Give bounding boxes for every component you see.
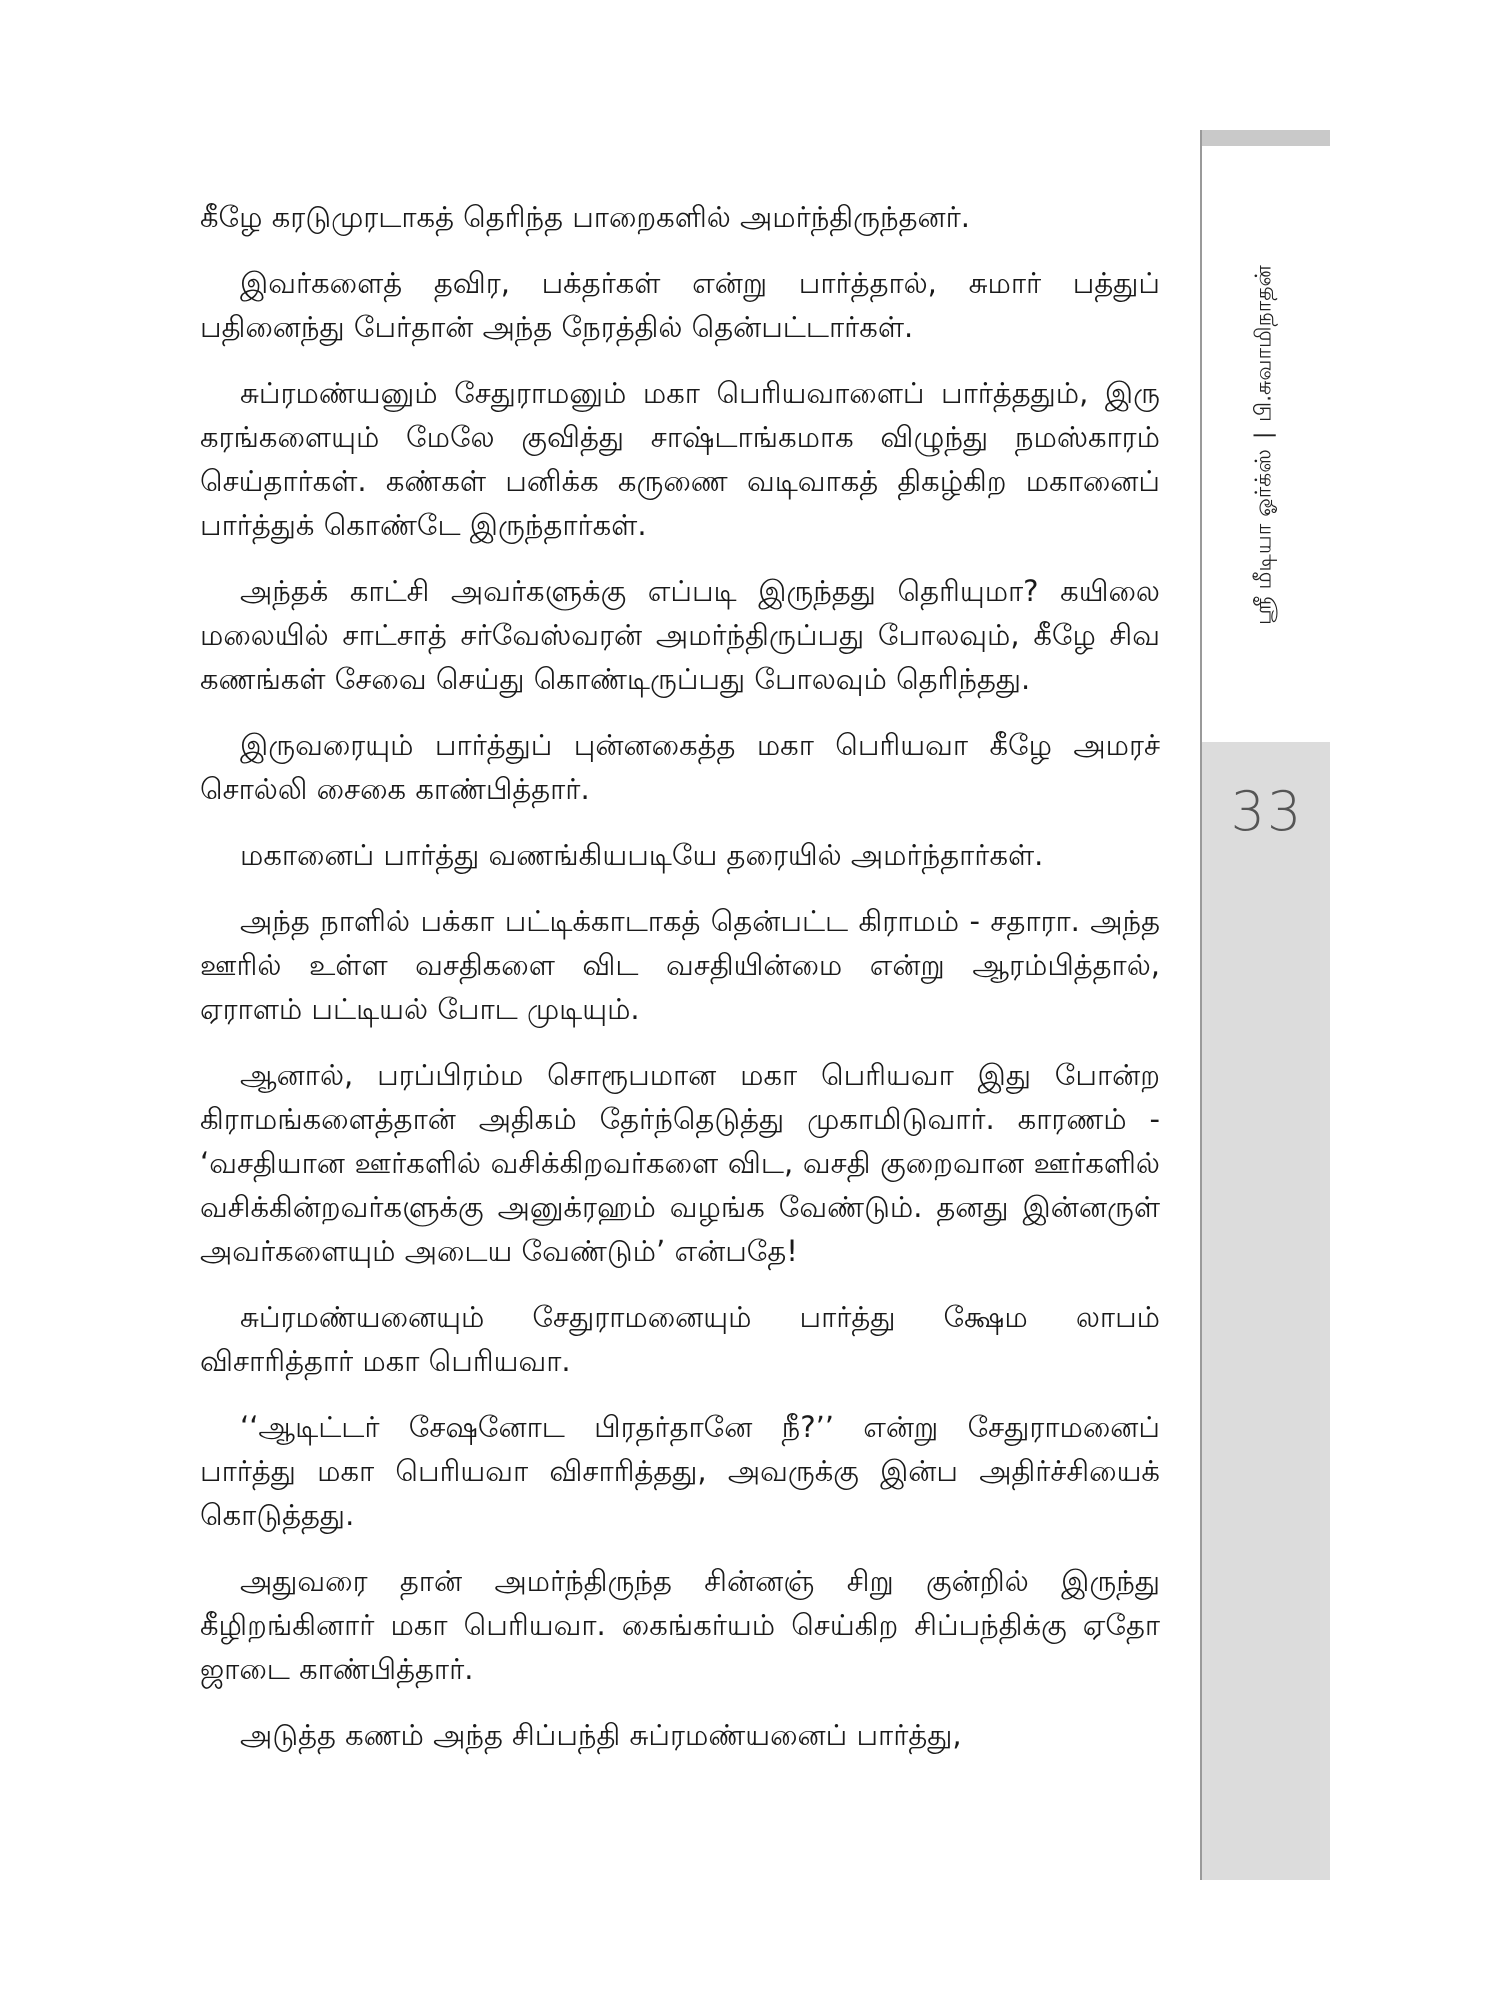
paragraph: இவர்களைத் தவிர, பக்தர்கள் என்று பார்த்தால், சுமார் பத்துப் பதினைந்து பேர்தான் அந்த நேரத்தில் தென்பட்டார்கள்.	[200, 266, 1160, 344]
paragraph: அதுவரை தான் அமர்ந்திருந்த சின்னஞ் சிறு குன்றில் இருந்து கீழிறங்கினார் மகா பெரியவா. கைங்கர்யம் செய்கிற சிப்பந்திக்கு ஏதோ ஜாடை காண்பித்தார்.	[200, 1564, 1160, 1686]
paragraph: சுப்ரமண்யனையும் சேதுராமனையும் பார்த்து க்ஷேம லாபம் விசாரித்தார் மகா பெரியவா.	[200, 1300, 1160, 1378]
paragraph: சுப்ரமண்யனும் சேதுராமனும் மகா பெரியவாளைப் பார்த்ததும், இரு கரங்களையும் மேலே குவித்து சாஷ்டாங்கமாக விழுந்து நமஸ்காரம் செய்தார்கள். கண்கள் பனிக்க கருணை வடிவாகத் திகழ்கிற மகானைப் பார்த்துக் கொண்டே இருந்தார்கள்.	[200, 376, 1160, 542]
paragraph: அந்த நாளில் பக்கா பட்டிக்காடாகத் தென்பட்ட கிராமம் - சதாரா. அந்த ஊரில் உள்ள வசதிகளை விட வசதியின்மை என்று ஆரம்பித்தால், ஏராளம் பட்டியல் போட முடியும்.	[200, 904, 1160, 1026]
running-head-separator: |	[1251, 431, 1277, 440]
running-head	[1244, 225, 1284, 665]
page-number: 33	[1230, 780, 1304, 843]
paragraph: ‘‘ஆடிட்டர் சேஷனோட பிரதர்தானே நீ?’’ என்று சேதுராமனைப் பார்த்து மகா பெரியவா விசாரித்தது, அவருக்கு இன்ப அதிர்ச்சியைக் கொடுத்தது.	[200, 1410, 1160, 1532]
paragraph: ஆனால், பரப்பிரம்ம சொரூபமான மகா பெரியவா இது போன்ற கிராமங்களைத்தான் அதிகம் தேர்ந்தெடுத்து முகாமிடுவார். காரணம் - ‘வசதியான ஊர்களில் வசிக்கிறவர்களை விட, வசதி குறைவான ஊர்களில் வசிக்கின்றவர்களுக்கு அனுக்ரஹம் வழங்க வேண்டும். தனது இன்னருள் அவர்களையும் அடைய வேண்டும்’ என்பதே!	[200, 1058, 1160, 1268]
paragraph: கீழே கரடுமுரடாகத் தெரிந்த பாறைகளில் அமர்ந்திருந்தனர்.	[200, 200, 970, 234]
running-head-author: பி.சுவாமிநாதன்	[1251, 264, 1277, 422]
paragraph: அந்தக் காட்சி அவர்களுக்கு எப்படி இருந்தது தெரியுமா? கயிலை மலையில் சாட்சாத் சர்வேஸ்வரன் அமர்ந்திருப்பது போலவும், கீழே சிவ கணங்கள் சேவை செய்து கொண்டிருப்பது போலவும் தெரிந்தது.	[200, 574, 1160, 696]
margin-shaded-area	[1202, 742, 1330, 1880]
paragraph: இருவரையும் பார்த்துப் புன்னகைத்த மகா பெரியவா கீழே அமரச் சொல்லி சைகை காண்பித்தார்.	[200, 728, 1160, 806]
paragraph: அடுத்த கணம் அந்த சிப்பந்தி சுப்ரமண்யனைப் பார்த்து,	[240, 1718, 962, 1752]
body-text	[200, 195, 1160, 1779]
paragraph: மகானைப் பார்த்து வணங்கியபடியே தரையில் அமர்ந்தார்கள்.	[240, 838, 1044, 872]
running-head-title: ஸ்ரீ மீடியா ஓர்க்ஸ்	[1251, 449, 1277, 626]
margin-top-strip	[1202, 130, 1330, 146]
